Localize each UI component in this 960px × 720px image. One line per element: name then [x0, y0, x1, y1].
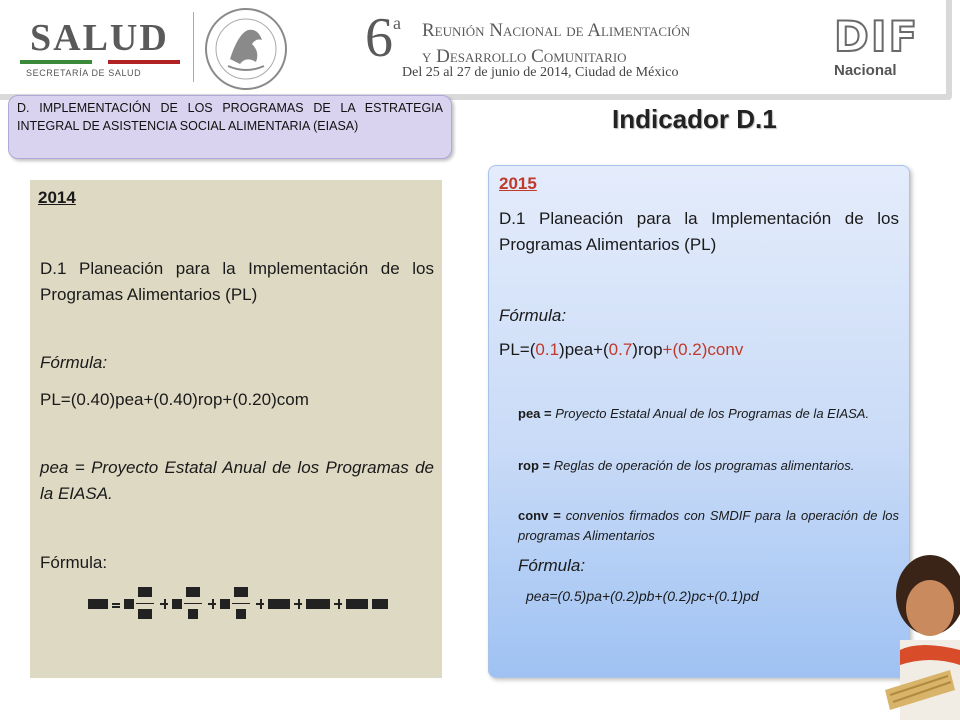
formula-label-2: Fórmula: [40, 553, 108, 572]
definition-rop: rop = Reglas de operación de los programas alimentarios. [518, 458, 855, 473]
page-title: Indicador D.1 [612, 104, 777, 134]
formula-text: PL=(0.1)pea+(0.7)rop+(0.2)conv [499, 340, 744, 359]
salud-color-bar [20, 60, 180, 64]
mexican-eagle-seal-icon [200, 4, 292, 94]
header-divider [193, 12, 194, 82]
formula-text-2: pea=(0.5)pa+(0.2)pb+(0.2)pc+(0.1)pd [526, 588, 759, 604]
salud-wordmark: SALUD [30, 17, 169, 59]
indicator-name: D.1 Planeación para la Implementación de los Programas Alimentarios (PL) [499, 209, 899, 254]
formula-label-2: Fórmula: [518, 556, 586, 575]
event-title-line2: y Desarrollo Comunitario [422, 46, 627, 67]
year-label: 2014 [38, 188, 76, 207]
formula-text: PL=(0.40)pea+(0.40)rop+(0.20)com [40, 390, 309, 409]
definition-pea: pea = Proyecto Estatal Anual de los Programas de la EIASA. [518, 406, 870, 421]
definition-pea: pea = Proyecto Estatal Anual de los Programas de la EIASA. [40, 458, 434, 503]
definition-conv: conv = convenios firmados con SMDIF para la operación de los programas Alimentarios [518, 508, 900, 543]
salud-logo [20, 10, 190, 80]
child-photo-icon [860, 540, 960, 720]
panel-2015 [488, 165, 910, 678]
panel-2014 [30, 180, 442, 678]
dif-logo [830, 12, 920, 86]
dif-wordmark: DIF [834, 12, 920, 61]
event-title-line1: Reunión Nacional de Alimentación [422, 20, 691, 41]
edition-number: 6$^a$ [365, 7, 401, 69]
garbled-formula-image [88, 585, 388, 621]
dif-subtitle: Nacional [834, 62, 897, 79]
event-title [422, 18, 690, 70]
year-label: 2015 [499, 174, 537, 193]
indicator-name: D.1 Planeación para la Implementación de los Programas Alimentarios (PL) [40, 259, 434, 304]
section-label: D. IMPLEMENTACIÓN DE LOS PROGRAMAS DE LA ESTRATEGIA INTEGRAL DE ASISTENCIA SOCIAL ALIMENTARIA (EIASA) [8, 95, 452, 159]
formula-label: Fórmula: [40, 353, 108, 372]
event-date: Del 25 al 27 de junio de 2014, Ciudad de México [402, 65, 679, 80]
header-banner [0, 0, 952, 100]
formula-label: Fórmula: [499, 306, 567, 325]
salud-subtitle: SECRETARÍA DE SALUD [26, 68, 142, 78]
